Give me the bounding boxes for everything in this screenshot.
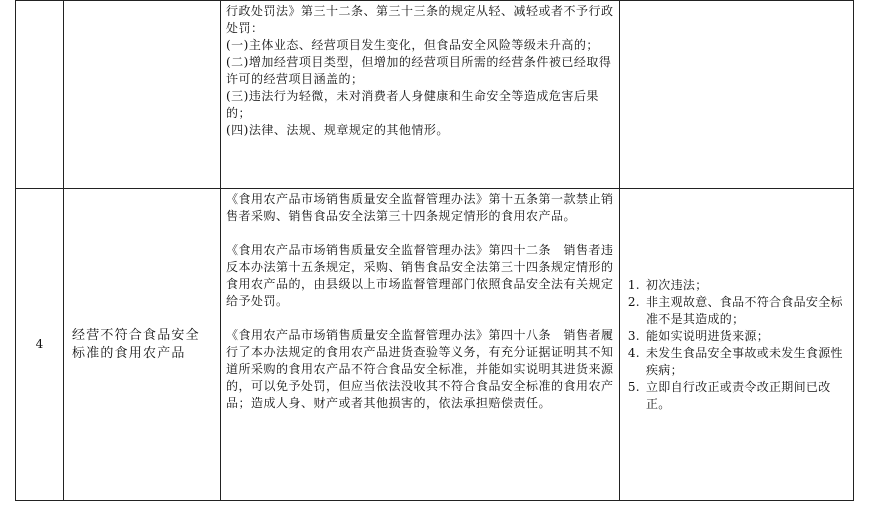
row-number: 4 <box>35 337 44 351</box>
conditions-cell <box>620 1 854 189</box>
conditions-list <box>620 277 853 413</box>
basis-line: 行政处罚法》第三十二条、第三十三条的规定从轻、减轻或者不予行政处罚： <box>226 4 614 35</box>
basis-line: (一)主体业态、经营项目发生变化，但食品安全风险等级未升高的； <box>226 38 599 52</box>
paragraph-gap <box>226 310 614 327</box>
basis-line: (二)增加经营项目类型，但增加的经营项目所需的经营条件被已经取得许可的经营项目涵盖的； <box>226 55 612 86</box>
condition-item: 5. 立即自行改正或责令改正期间已改正。 <box>644 379 845 413</box>
item-name-cell <box>64 1 221 189</box>
basis-line: (四)法律、法规、规章规定的其他情形。 <box>226 123 449 137</box>
condition-item: 2. 非主观故意、食品不符合食品安全标准不是其造成的； <box>644 294 845 328</box>
condition-item: 4. 未发生食品安全事故或未发生食源性疾病； <box>644 345 845 379</box>
table-row <box>16 189 854 501</box>
legal-basis-text <box>221 1 619 139</box>
table-row <box>16 1 854 189</box>
basis-paragraph: 《食用农产品市场销售质量安全监督管理办法》第四十八条 销售者履行了本办法规定的食用农产品进货查验等义务，有充分证据证明其不知道所采购的食用农产品不符合食品安全标准，并能如实说明其进货来源的，可以免予处罚，但应当依法没收其不符合食品安全标准的食用农产品；造成人身、财产或者其他损害的，依法承担赔偿责任。 <box>226 328 614 410</box>
item-name: 经营不符合食品安全标准的食用农产品 <box>72 327 200 361</box>
regulation-table-page <box>15 0 854 511</box>
paragraph-gap <box>226 225 614 242</box>
basis-line: (三)违法行为轻微，未对消费者人身健康和生命安全等造成危害后果的； <box>226 89 599 120</box>
legal-basis-text <box>221 189 619 412</box>
condition-item: 1. 初次违法； <box>644 277 845 294</box>
regulation-table <box>15 0 854 501</box>
conditions-cell <box>620 189 854 501</box>
row-number-cell <box>16 189 64 501</box>
item-name-cell <box>64 189 221 501</box>
basis-paragraph: 《食用农产品市场销售质量安全监督管理办法》第十五条第一款禁止销售者采购、销售食品安全法第三十四条规定情形的食用农产品。 <box>226 192 614 223</box>
legal-basis-cell <box>221 189 620 501</box>
legal-basis-cell <box>221 1 620 189</box>
basis-paragraph: 《食用农产品市场销售质量安全监督管理办法》第四十二条 销售者违反本办法第十五条规定，采购、销售食品安全法第三十四条规定情形的食用农产品的，由县级以上市场监督管理部门依照食品安全法有关规定给予处罚。 <box>226 243 614 308</box>
condition-item: 3. 能如实说明进货来源； <box>644 328 845 345</box>
row-number-cell <box>16 1 64 189</box>
